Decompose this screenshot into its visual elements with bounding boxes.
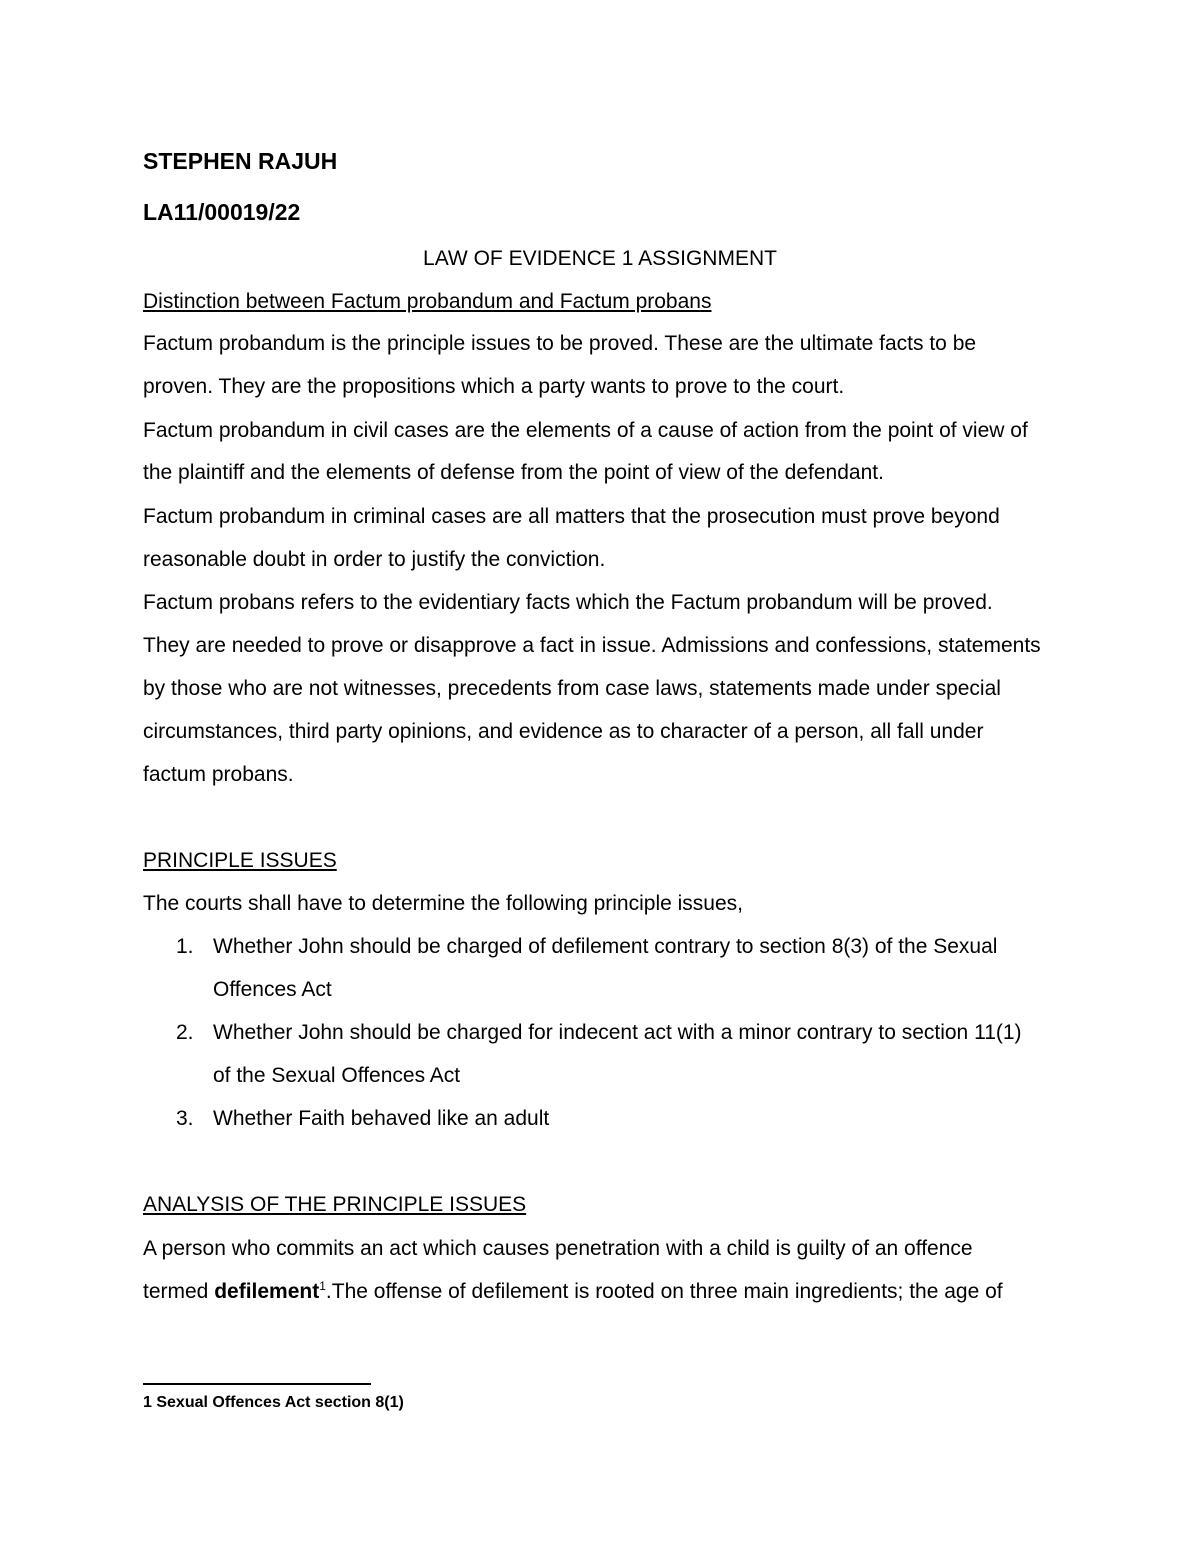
paragraph-line: They are needed to prove or disapprove a fact in issue. Admissions and confessions, statements [143,634,1041,657]
paragraph-line: Factum probandum is the principle issues to be proved. These are the ultimate facts to be [143,332,977,355]
list-item-text: Whether John should be charged of defilement contrary to section 8(3) of the Sexual [213,935,998,958]
paragraph-line: Factum probandum in criminal cases are all matters that the prosecution must prove beyond [143,505,1000,528]
footnote: 1 Sexual Offences Act section 8(1) [143,1394,404,1411]
bold-term: defilement [214,1280,320,1303]
list-number: 2. [176,1021,194,1044]
list-item-text: Whether Faith behaved like an adult [213,1107,550,1130]
student-name: STEPHEN RAJUH [143,148,338,174]
paragraph-line: by those who are not witnesses, precedents from case laws, statements made under special [143,677,1001,700]
footnote-separator [143,1383,371,1385]
section-heading-analysis: ANALYSIS OF THE PRINCIPLE ISSUES [143,1193,527,1216]
paragraph-line: factum probans. [143,763,294,786]
paragraph-line: reasonable doubt in order to justify the conviction. [143,548,606,571]
section-heading-distinction: Distinction between Factum probandum and Factum probans [143,290,712,313]
paragraph-line: proven. They are the propositions which a party wants to prove to the court. [143,375,845,398]
paragraph-line: circumstances, third party opinions, and evidence as to character of a person, all fall under [143,720,984,743]
paragraph-line: Factum probans refers to the evidentiary facts which the Factum probandum will be proved. [143,591,993,614]
paragraph-line: Factum probandum in civil cases are the elements of a cause of action from the point of view of [143,419,1028,442]
paragraph-line: A person who commits an act which causes penetration with a child is guilty of an offence [143,1237,973,1260]
footnote-reference[interactable]: 1 [319,1279,326,1293]
paragraph-line-with-footnote [143,1279,1003,1305]
assignment-title: LAW OF EVIDENCE 1 ASSIGNMENT [423,247,777,270]
section-heading-principle-issues: PRINCIPLE ISSUES [143,849,337,872]
list-item-text: Whether John should be charged for indecent act with a minor contrary to section 11(1) [213,1021,1022,1044]
section-intro: The courts shall have to determine the following principle issues, [143,892,743,915]
list-number: 3. [176,1107,194,1130]
list-item-text-continued: Offences Act [213,978,332,1001]
list-item-text-continued: of the Sexual Offences Act [213,1064,461,1087]
student-id: LA11/00019/22 [143,199,301,225]
list-number: 1. [176,935,194,958]
text-fragment: .The offense of defilement is rooted on three main ingredients; the age of [325,1280,1003,1303]
text-fragment: termed [143,1280,215,1303]
paragraph-line: the plaintiff and the elements of defense from the point of view of the defendant. [143,461,884,484]
